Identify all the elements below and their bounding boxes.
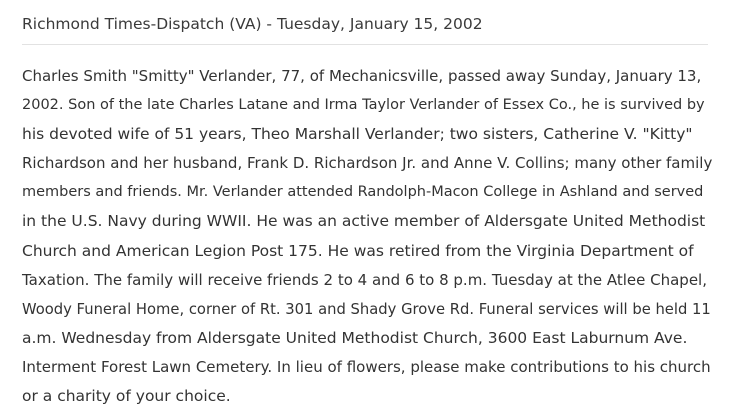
- text-line: or a charity of your choice.: [22, 387, 231, 406]
- text-line: in the U.S. Navy during WWII. He was an active member of Aldersgate United Methodist: [22, 212, 706, 231]
- divider: [22, 44, 708, 45]
- text-line: 2002. Son of the late Charles Latane and Irma Taylor Verlander of Essex Co., he is survived by: [22, 97, 705, 114]
- text-line: a.m. Wednesday from Aldersgate United Methodist Church, 3600 East Laburnum Ave.: [22, 328, 688, 347]
- text-line: Taxation. The family will receive friends 2 to 4 and 6 to 8 p.m. Tuesday at the Atlee Chapel,: [22, 270, 707, 289]
- text-line: Charles Smith "Smitty" Verlander, 77, of Mechanicsville, passed away Sunday, January 13,: [22, 67, 702, 85]
- text-line: Woody Funeral Home, corner of Rt. 301 and Shady Grove Rd. Funeral services will be held 11: [22, 300, 711, 318]
- text-line: members and friends. Mr. Verlander attended Randolph-Macon College in Ashland and served: [22, 184, 704, 201]
- text-line: his devoted wife of 51 years, Theo Marshall Verlander; two sisters, Catherine V. "Kitty": [22, 125, 693, 144]
- obituary-text: [22, 62, 712, 411]
- text-line: Church and American Legion Post 175. He was retired from the Virginia Department of: [22, 241, 694, 260]
- source-heading: Richmond Times-Dispatch (VA) - Tuesday, January 15, 2002: [22, 15, 483, 33]
- text-line: Richardson and her husband, Frank D. Richardson Jr. and Anne V. Collins; many other family: [22, 154, 713, 173]
- text-line: Interment Forest Lawn Cemetery. In lieu of flowers, please make contributions to his church: [22, 357, 711, 376]
